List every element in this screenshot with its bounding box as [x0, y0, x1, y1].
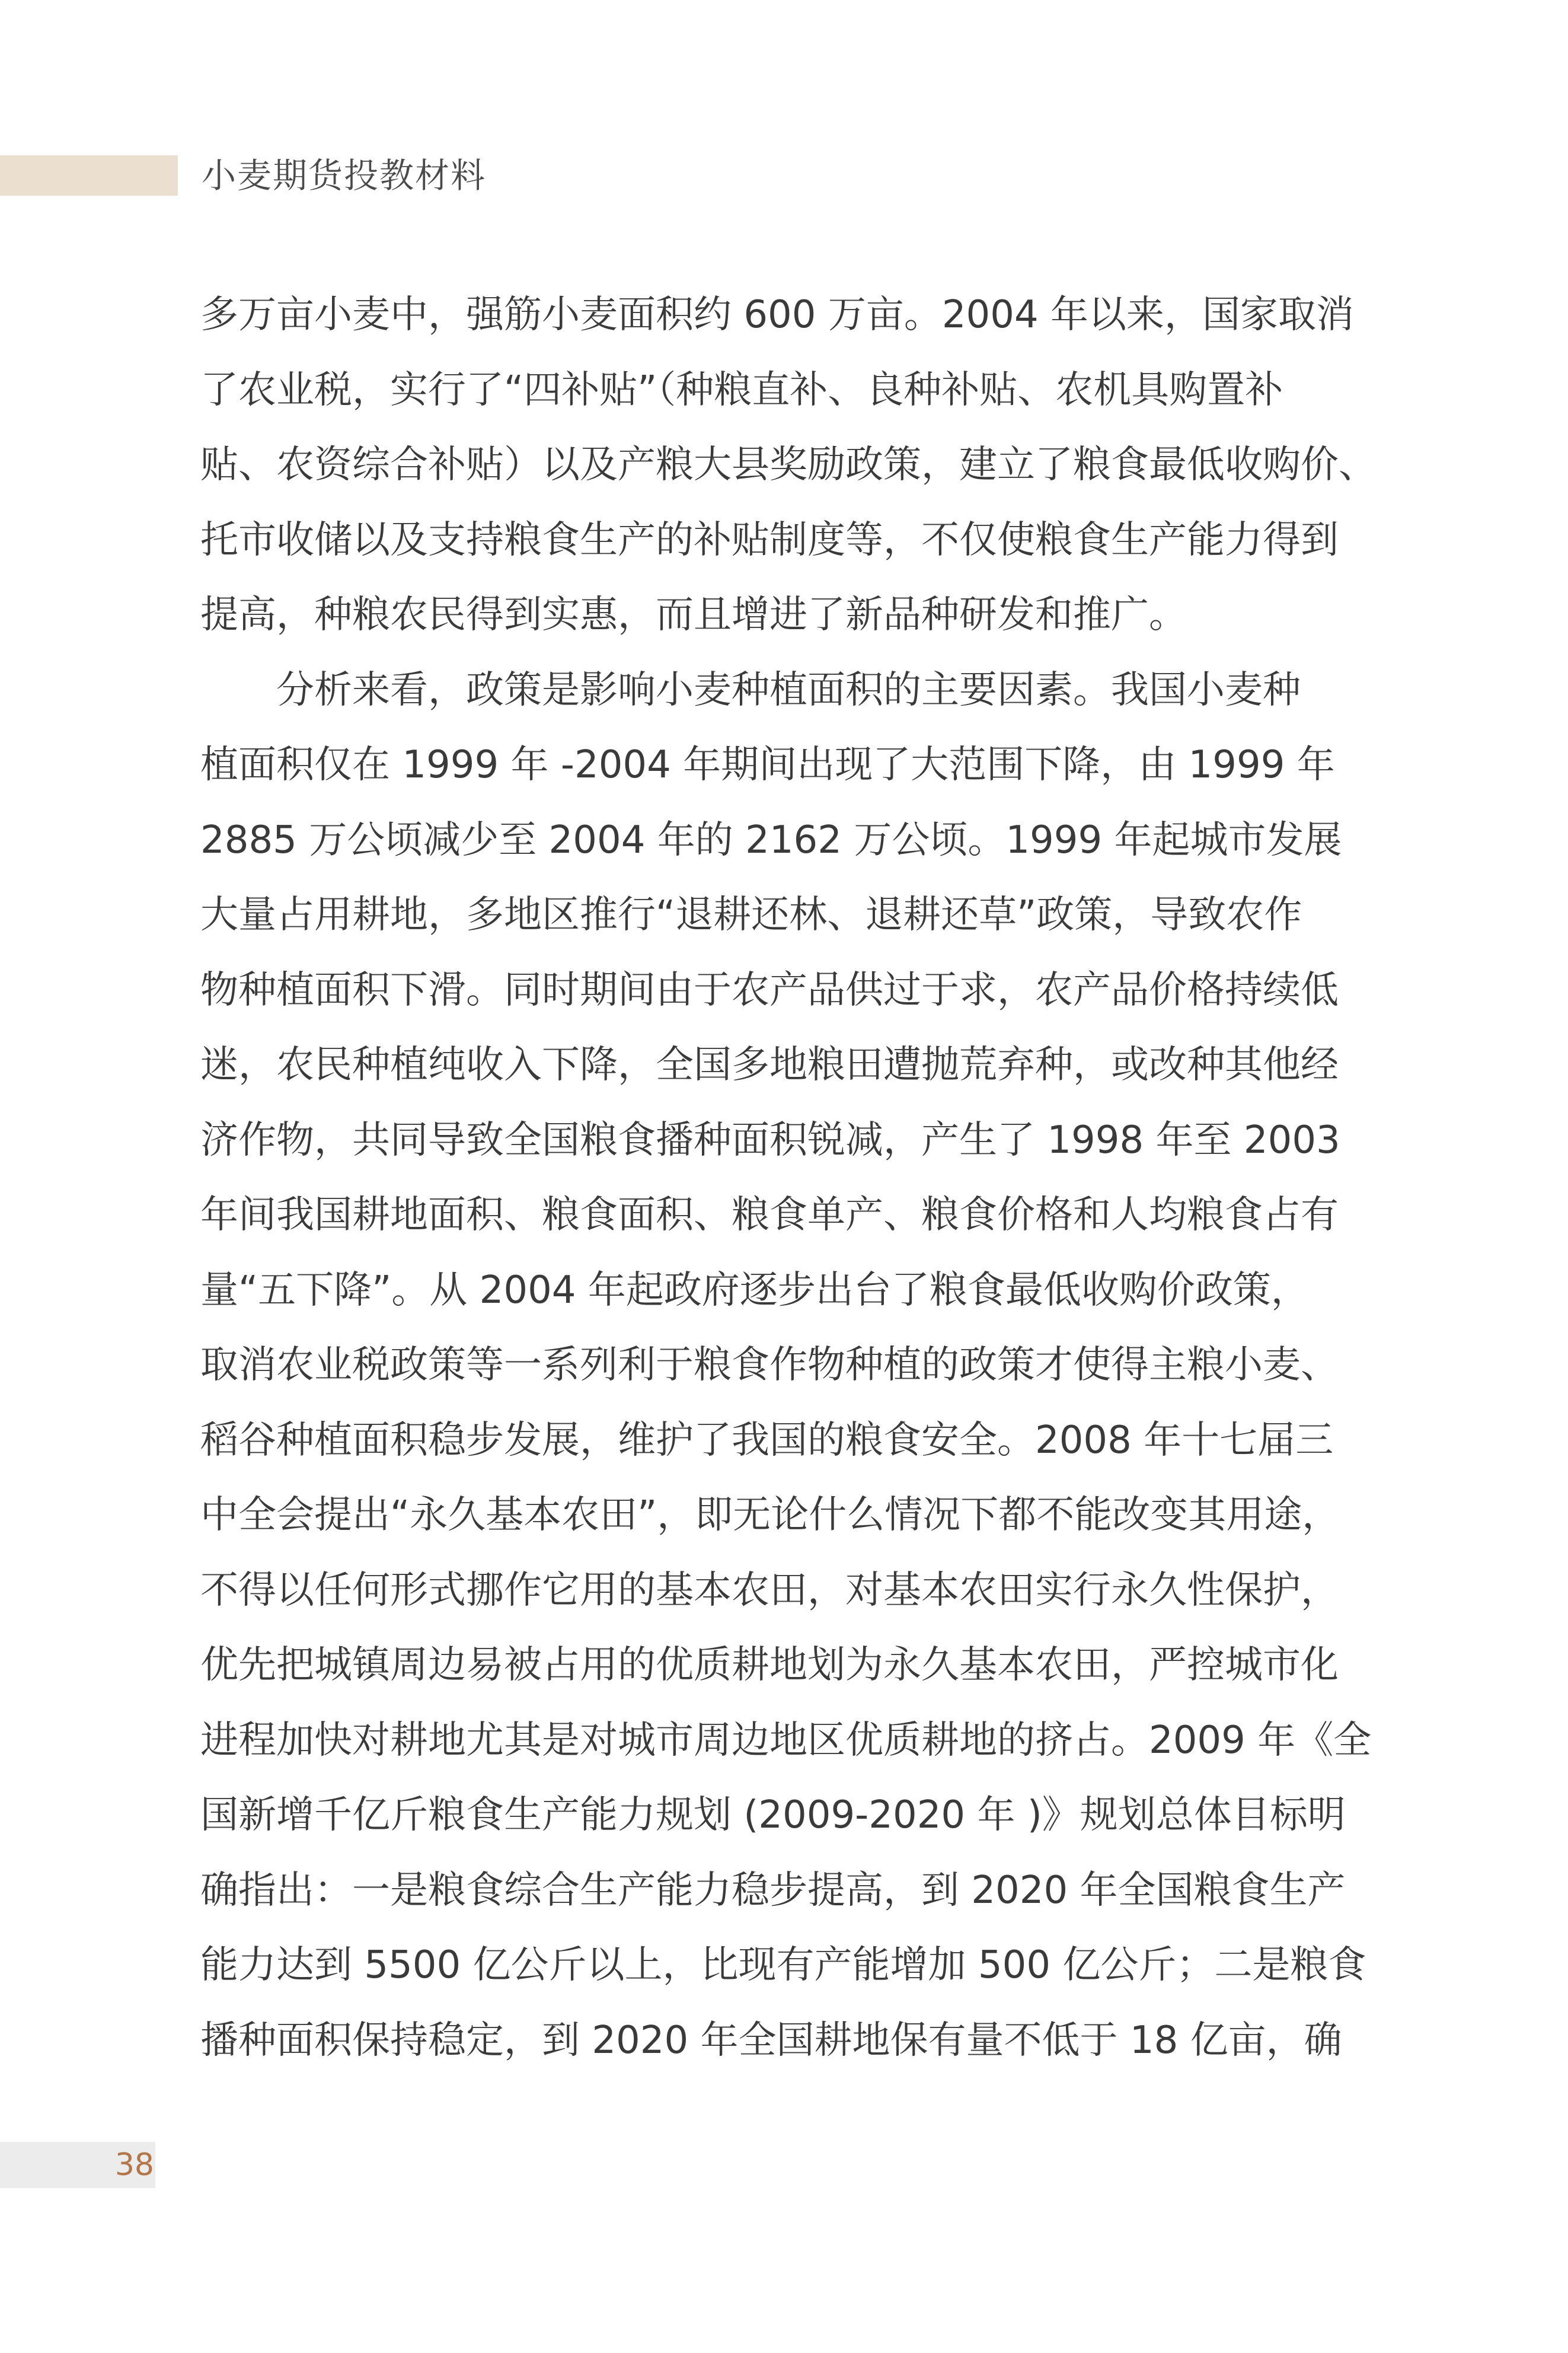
text-line: 2885 万公顷减少至 2004 年的 2162 万公顷。1999 年起城市发展 — [200, 818, 1342, 862]
body-text — [200, 278, 1377, 2078]
text-line: 提高，种粮农民得到实惠，而且增进了新品种研发和推广。 — [200, 593, 1187, 637]
text-line: 能力达到 5500 亿公斤以上，比现有产能增加 500 亿公斤；二是粮食 — [200, 1943, 1366, 1987]
text-line: 稻谷种植面积稳步发展，维护了我国的粮食安全。2008 年十七届三 — [200, 1418, 1334, 1462]
text-line: 中全会提出“永久基本农田”，即无论什么情况下都不能改变其用途， — [200, 1493, 1340, 1537]
text-line: 确指出：一是粮食综合生产能力稳步提高，到 2020 年全国粮食生产 — [200, 1868, 1346, 1912]
running-header-title: 小麦期货投教材料 — [202, 155, 487, 196]
text-line: 大量占用耕地，多地区推行“退耕还林、退耕还草”政策，导致农作 — [200, 893, 1302, 937]
text-line: 济作物，共同导致全国粮食播种面积锐减，产生了 1998 年至 2003 — [200, 1118, 1340, 1162]
text-line: 多万亩小麦中，强筋小麦面积约 600 万亩。2004 年以来，国家取消 — [200, 293, 1355, 337]
text-line: 分析来看，政策是影响小麦种植面积的主要因素。我国小麦种 — [200, 668, 1301, 712]
text-line: 进程加快对耕地尤其是对城市周边地区优质耕地的挤占。2009 年《全 — [200, 1718, 1372, 1762]
text-line: 迷，农民种植纯收入下降，全国多地粮田遭抛荒弃种，或改种其他经 — [200, 1043, 1339, 1087]
text-line: 量“五下降”。从 2004 年起政府逐步出台了粮食最低收购价政策， — [200, 1268, 1309, 1312]
text-line: 了农业税，实行了“四补贴”（种粮直补、良种补贴、农机具购置补 — [200, 368, 1283, 412]
text-line: 国新增千亿斤粮食生产能力规划 (2009-2020 年 )》规划总体目标明 — [200, 1793, 1346, 1837]
text-line: 托市收储以及支持粮食生产的补贴制度等，不仅使粮食生产能力得到 — [200, 518, 1339, 562]
text-line: 取消农业税政策等一系列利于粮食作物种植的政策才使得主粮小麦、 — [200, 1343, 1339, 1387]
text-line: 植面积仅在 1999 年 -2004 年期间出现了大范围下降，由 1999 年 — [200, 743, 1335, 787]
header-decor-bar — [0, 155, 178, 196]
text-line: 优先把城镇周边易被占用的优质耕地划为永久基本农田，严控城市化 — [200, 1643, 1339, 1687]
text-line: 播种面积保持稳定，到 2020 年全国耕地保有量不低于 18 亿亩，确 — [200, 2018, 1342, 2062]
text-line: 年间我国耕地面积、粮食面积、粮食单产、粮食价格和人均粮食占有 — [200, 1193, 1339, 1237]
text-line: 贴、农资综合补贴）以及产粮大县奖励政策，建立了粮食最低收购价、 — [200, 443, 1377, 487]
page-number: 38 — [114, 2147, 154, 2183]
text-line: 不得以任何形式挪作它用的基本农田，对基本农田实行永久性保护， — [200, 1568, 1339, 1612]
text-line: 物种植面积下滑。同时期间由于农产品供过于求，农产品价格持续低 — [200, 968, 1339, 1012]
